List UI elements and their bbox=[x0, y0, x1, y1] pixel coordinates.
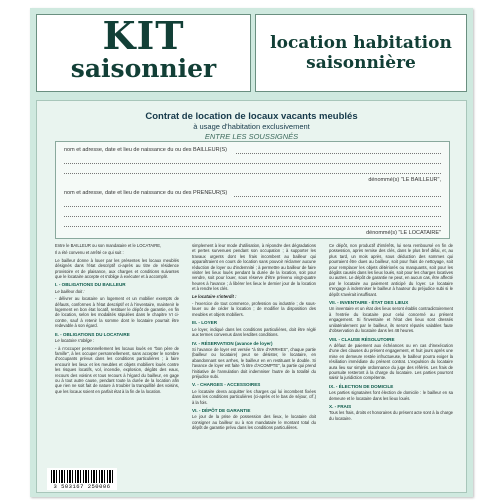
preneur-line-3[interactable] bbox=[64, 216, 441, 217]
document-cover bbox=[30, 8, 473, 497]
section-frais-heading: X. - FRAIS bbox=[329, 403, 352, 409]
bailleur-prompt: nom et adresse, date et lieu de naissance du ou des BAILLEUR(S) bbox=[64, 147, 227, 153]
section-domicile-heading: IX. - ÉLECTION DE DOMICILE bbox=[329, 383, 394, 389]
section-bailleur-sub: Le bailleur doit : bbox=[55, 288, 85, 294]
section-inventaire-text: Un inventaire et un état des lieux seront établis contradictoirement à l'entrée du locataire pour celui concerné au présent engagement. Si l'inventaire et l'état des lieux sont dressés unilatéralement par le bailleur, ils seront réputés valables faute d'observation du locataire dans les 48 heures. bbox=[329, 306, 453, 334]
section-charges-heading: V. - CHARGES - ACCESSOIRES bbox=[192, 382, 261, 388]
preneur-line-4[interactable] bbox=[64, 226, 441, 227]
section-locataire-text: - à n'occuper personnellement les locaux loués en "bon père de famille", à les occuper personnellement, sans accepter le nombre d'occupants prévus dans les conditions particulières ; à faire encourir les lieux et les meubles et objets mobiliers loués contre les risques locatifs, vol, incendie, explosion, dégâts des eaux, recours des voisins et tous recours à l'égard du bailleur, en gage ou à tout autre cause, pendant toute la durée de la location afin que rien ne soit fait de nature à troubler la tranquillité des voisins, que les locaux soient en parfait état à la fin de la location. bbox=[55, 345, 179, 394]
section-depot-heading: VI. - DÉPÔT DE GARANTIE bbox=[192, 407, 251, 413]
kit-title: KIT bbox=[102, 13, 185, 58]
section-domicile-text: Les parties signataires font élection de domicile : le bailleur en sa demeure et le locataire dans les lieux loués. bbox=[329, 390, 453, 401]
contract-page bbox=[36, 100, 467, 493]
intro-line-1: Entre le BAILLEUR ou son mandataire et le LOCATAIRE, bbox=[55, 243, 162, 248]
col2-paragraph-2: - l'exercice de tout commerce, profession ou industrie ; de sous-louer ou de céder la location ; de modifier la disposition des meubles et objets mobiliers. bbox=[192, 301, 316, 317]
section-depot-text: Le jour de la prise de possession des lieux, le locataire doit consigner au bailleur ou à son mandataire le montant total du dépôt de garantie prévu dans les conditions particulières. bbox=[192, 414, 316, 431]
bailleur-label: dénommé(s) "LE BAILLEUR", bbox=[368, 177, 441, 183]
parties-box bbox=[55, 141, 450, 239]
barcode-number: 3 503167 250006 bbox=[53, 483, 111, 490]
section-inventaire-heading: VII. - INVENTAIRE - ÉTAT DES LIEUX bbox=[329, 300, 409, 306]
col3-paragraph-1: Ce dépôt, non productif d'intérêts, lui sera remboursé en fin de possession, après remise des clés, dans le plus bref délai, et, au plus tard, un mois après, sous déduction des sommes qui pourraient être dues au bailleur, soit pour frais de nettoyage, soit pour remplacer les objets détériorés ou manquants, soit pour les dégâts causés dans les lieux loués, soit pour les charges locatives ou autres. Le dépôt de garantie ne peut, en aucun cas, être affecté par le locataire au paiement anticipé du loyer. Le locataire s'engage à indemniser le bailleur à hauteur du préjudice subi si le dépôt s'avérait insuffisant. bbox=[329, 243, 453, 297]
intro-line-2: Il a été convenu et arrêté ce qui suit : bbox=[55, 250, 124, 256]
barcode bbox=[47, 468, 117, 490]
kit-title-box bbox=[36, 14, 251, 92]
location-title-line1: location habitation bbox=[270, 33, 452, 53]
barcode-bars bbox=[51, 470, 113, 483]
preneur-label: dénommé(s) "LE LOCATAIRE" bbox=[366, 230, 441, 236]
contract-subtitle: à usage d'habitation exclusivement bbox=[193, 122, 310, 131]
section-locataire-sub: Le locataire s'oblige : bbox=[55, 338, 95, 344]
section-bailleur-text: - délivrer au locataire un logement et un mobilier exempts de défauts, conformes à l'état descriptif et à l'inventaire, maintenir le logement en bon état locatif, restituer le dépôt de garantie, en fin de location, selon les modalités stipulées dans le chapitre VI ci-contre, sauf à retenir la somme dont le locataire pourrait être redevable à son égard. bbox=[55, 296, 179, 329]
section-charges-text: Le locataire devra acquitter les charges qui lui incombent fixées dans les conditions particulières (ci-après et le bas de séjour, c/f.) à la fois. bbox=[192, 388, 316, 405]
section-locataire-heading: II. - OBLIGATIONS DU LOCATAIRE bbox=[55, 331, 130, 337]
bailleur-line-1[interactable] bbox=[236, 153, 441, 154]
contract-title: Contrat de location de locaux vacants meublés bbox=[145, 111, 358, 122]
section-bailleur-heading: I. - OBLIGATIONS DU BAILLEUR bbox=[55, 282, 126, 288]
intro-paragraph: Le bailleur donne à louer par les présentes les locaux meublés désignés dans l'état descriptif ci-après au titre de résidence provisoire et de plaisance, aux charges et conditions suivantes que le locataire accepte et s'oblige à exécuter et à accomplir. bbox=[55, 257, 179, 280]
saisonnier-title: saisonnier bbox=[70, 54, 217, 83]
bailleur-line-3[interactable] bbox=[64, 173, 441, 174]
preneur-prompt: nom et adresse, date et lieu de naissance du ou des PRENEUR(S) bbox=[64, 190, 228, 196]
location-title-box bbox=[255, 14, 467, 92]
preneur-line-2[interactable] bbox=[64, 206, 441, 207]
column-2 bbox=[192, 243, 316, 493]
bailleur-line-2[interactable] bbox=[64, 163, 441, 164]
section-resolutoire-text: A défaut de paiement aux échéances ou en cas d'inexécution d'une des clauses du présent engagement, et huit jours après une mise en demeure restée infructueuse, le bailleur pourra exiger la résiliation immédiate du présent contrat. L'expulsion du locataire aura lieu sur simple ordonnance du juge des référés. Les frais de poursuite resteront à la charge du locataire. Les parties pourront saisir la juridiction compétente. bbox=[329, 342, 453, 381]
col2-sub: Le locataire s'interdit : bbox=[192, 293, 237, 299]
preneur-line-1[interactable] bbox=[234, 196, 441, 197]
section-frais-text: Tous les frais, droits et honoraires du présent acte sont à la charge du locataire. bbox=[329, 410, 453, 421]
section-reservation-heading: IV. - RÉSERVATION (avance de loyer) bbox=[192, 340, 273, 346]
section-loyer-heading: III. - LOYER bbox=[192, 320, 218, 326]
section-loyer-text: Le loyer, indiqué dans les conditions particulières, doit être réglé aux termes convenus dans lesdites conditions. bbox=[192, 326, 316, 338]
section-reservation-text: Si l'avance de loyer est versée "à titre d'ARRHES", chaque partie (bailleur ou locataire) peut se désister, le locataire, en abandonnant ses arrhes, le bailleur en en restituant le double. Si l'avance de loyer est faite "à titre d'ACOMPTE", la partie qui prend l'initiative de l'annulation doit indemniser l'autre de la totalité du préjudice subi. bbox=[192, 346, 316, 379]
column-1 bbox=[55, 243, 179, 493]
column-3 bbox=[329, 243, 453, 493]
location-title-line2: saisonnière bbox=[306, 53, 416, 73]
between-heading: ENTRE LES SOUSSIGNÉS bbox=[204, 132, 299, 141]
contract-columns bbox=[55, 243, 455, 493]
col2-paragraph-1: simplement à leur mode d'utilisation, à répondre des dégradations et pertes survenues pendant son occupation ; à supporter les travaux urgents dont les frais incombent au bailleur qui apparaîtraient en cours de location sans pouvoir réclamer aucune réduction de loyer ou d'indemnité ; à permettre au bailleur de faire visiter les lieux loués pendant la durée de la location, soit pour vendre, soit pour louer, sous réserve d'être prévenu vingt-quatre heures à l'avance ; à libérer les lieux le dernier jour de la location et à rendre les clés. bbox=[192, 243, 316, 292]
section-resolutoire-heading: VIII. - CLAUSE RÉSOLUTOIRE bbox=[329, 336, 395, 342]
